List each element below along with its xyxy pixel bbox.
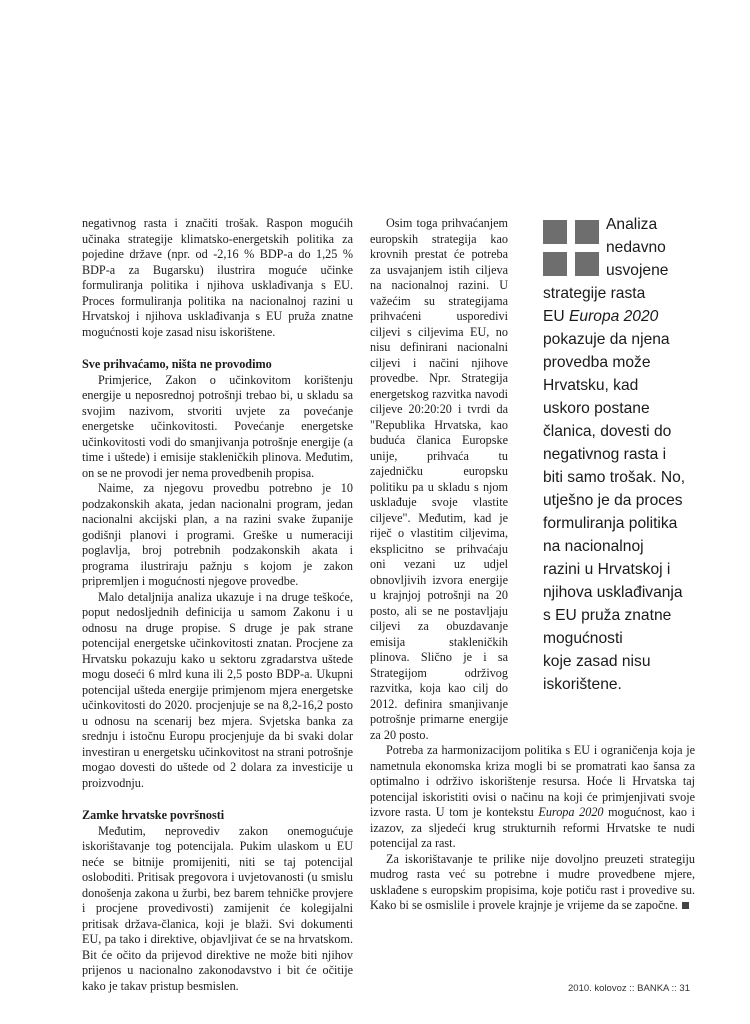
pull-quote-line: utješno je da proces <box>543 492 683 509</box>
pull-quote-line: biti samo trošak. No, <box>543 469 686 486</box>
left-column <box>82 216 353 994</box>
bottom-paragraph-2-text: Za iskorištavanje te prilike nije dovoljno preuzeti strategiju mudrog rasta već su potrebne i mudre provedbene mjere, usklađene s europskim propisima, koje potiču rast i provedive su. Kako bi se osmislile i provele krajnje je vrijeme da se započne. <box>370 851 695 912</box>
pull-quote-line: mogućnosti <box>543 630 623 647</box>
pull-quote-line: razini u Hrvatskoj i <box>543 561 671 578</box>
bottom-paragraph-1-end: mogućnost, kao i izazov, za sljedeći krug strukturnih reformi Hrvatske te nudi potencijal za rast. <box>370 805 695 850</box>
left-paragraph-4: Malo detaljnija analiza ukazuje i na druge teškoće, poput nedosljednih definicija u samom Zakonu i u odnosu na druge propise. S druge je pak strane potencijal energetske učinkovitosti znatan. Procjene za Hrvatsku pokazuju kako u sektoru zgradarstva uštede mogu doseći 6 mlrd kuna ili 2,5 posto BDP-a. Ukupni potencijal ušteda energije primjenom mjera energetske učinkovitosti do 2020. procjenjuje se na 8,2-16,2 posto u odnosu na scenarij bez mjera. Svjetska banka za srednju i istočnu Europu procjenjuje da bi svaki dolar investiran u energetsku učinkovitost na strani potrošnje mogao dovesti do uštede od 2 dolara za investicije u proizvodnju. <box>82 589 353 790</box>
bottom-paragraph-1-text: Potreba za harmonizacijom politika s EU i ograničenja koja je nametnula ekonomska kriza mogli bi se promatrati kao šansa za optimalno i održivo iskorištenje resursa. Hoće li Hrvatska taj potencijal iskoristiti ovisi o načinu na koji će primjenjivati svoje izvore rasta. U tom je kontekstu <box>370 743 695 819</box>
pull-quote-line <box>543 308 658 326</box>
left-paragraph-5: Međutim, neprovediv zakon onemogućuje iskorištavanje tog potencijala. Pukim ulaskom u EU neće se bitnije promijeniti, niti se taj potencijal osloboditi. Pritisak pregovora i uvjetovanosti (u smislu donošenja zakona u žurbi, bez barem tehničke provjere i procjene provedivosti) zamijenit će kolegijalni pritisak država-članica, koji je blaži. Svi dokumenti EU, pa tako i direktive, objavljivat će se na hrvatskom. Bit će očito da prijevod direktive ne može biti njihov prijenos u nacionalno zakonodavstvo i bit će očitije kako je takav pristup besmislen. <box>82 823 353 993</box>
pull-quote-line: na nacionalnoj <box>543 538 644 555</box>
pull-quote-line: koje zasad nisu <box>543 653 651 670</box>
pull-quote-line: iskorištene. <box>543 676 622 693</box>
pull-quote-line: uskoro postane <box>543 400 650 417</box>
bottom-paragraph-1 <box>370 743 695 852</box>
pull-quote-line: strategije rasta <box>543 285 646 302</box>
four-squares-icon <box>543 220 599 276</box>
middle-paragraph-1: Osim toga prihvaćanjem europskih strategija kao krovnih prestat će potreba za usvajanjem istih ciljeva na nacionalnoj razini. U važećim su strategijama prihvaćeni usporedivi ciljevi s ciljevima EU, no nisu definirani nacionalni ciljevi i načini njihove provedbe. Npr. Strategija energetskog razvitka navodi ciljeve 20:20:20 i tvrdi da "Republika Hrvatska, kao buduća članica Europske unije, prihvaća tu zajedničku europsku politiku pa u skladu s njom usklađuje svoje vlastite ciljeve". Međutim, kad je riječ o vlastitim ciljevima, eksplicitno se prihvaćaju oni vezani uz udjel obnovljivih izvora energije u krajnjoj potrošnji na 20 posto, ali se ne postavljaju ciljevi za obuzdavanje emisija stakleničkih plinova. Slično je i sa Strategijom održivog razvitka, koja kao cilj do 2012. definira smanjivanje potrošnje primarne energije za 20 posto. <box>370 216 508 742</box>
bottom-paragraph-2 <box>370 852 695 914</box>
pull-quote-line: članica, dovesti do <box>543 423 672 440</box>
pull-quote-line: formuliranja politika <box>543 515 678 532</box>
pull-quote-line: s EU pruža znatne <box>543 607 672 624</box>
middle-column <box>370 216 508 743</box>
section-heading-2: Zamke hrvatske površnosti <box>82 808 225 822</box>
europa-2020-italic: Europa 2020 <box>538 805 604 819</box>
left-paragraph-3: Naime, za njegovu provedbu potrebno je 10 podzakonskih akata, jedan nacionalni program, jedan nacionalni akcijski plan, a na razini svake županije godišnji planovi i programi. Greške u numeraciji poglavlja, broj potrebnih podzakonskih akata i programa ilustriraju pažnju s kojom je zakon pripremljen i mogućnosti njegove provedbe. <box>82 481 353 588</box>
bottom-column <box>370 743 695 914</box>
pull-quote-line: usvojene <box>606 262 669 279</box>
pull-quote-line: nedavno <box>606 239 666 256</box>
pull-quote-line: njihova usklađivanja <box>543 584 683 601</box>
pull-quote-europa-2020: Europa 2020 <box>569 308 659 325</box>
pull-quote-line: Analiza <box>606 216 658 233</box>
pull-quote-line: Hrvatsku, kad <box>543 377 639 394</box>
pull-quote-line: negativnog rasta i <box>543 446 667 463</box>
pull-quote-line: provedba može <box>543 354 651 371</box>
pull-quote-eu: EU <box>543 308 565 325</box>
pull-quote-line: pokazuje da njena <box>543 331 670 348</box>
left-paragraph-2: Primjerice, Zakon o učinkovitom korištenju energije u neposrednoj potrošnji trebao bi, u skladu sa svojim nazivom, stvoriti uvjete za povećanje energetske učinkovitosti. Povećanje energetske učinkovitosti vodi do smanjivanja potrošnje energije (a time i uštede) i emisije stakleničkih plinova. Međutim, on se ne provodi jer nema provedbenih propisa. <box>82 372 353 480</box>
section-heading-1: Sve prihvaćamo, ništa ne provodimo <box>82 357 272 371</box>
left-paragraph-1: negativnog rasta i značiti trošak. Raspon mogućih učinaka strategije klimatsko-energetskih politika za pojedine države (npr. od -2,16 % BDP-a do 1,25 % BDP-a za Bugarsku) ilustrira moguće učinke formuliranja politika i njihova usklađivanja s EU. Proces formuliranja politika na nacionalnoj razini u Hrvatskoj i njihova usklađivanja s EU pruža znatne mogućnosti koje zasad nisu iskorištene. <box>82 216 353 339</box>
page-footer: 2010. kolovoz :: BANKA :: 31 <box>568 983 690 994</box>
end-mark-icon <box>682 902 689 909</box>
